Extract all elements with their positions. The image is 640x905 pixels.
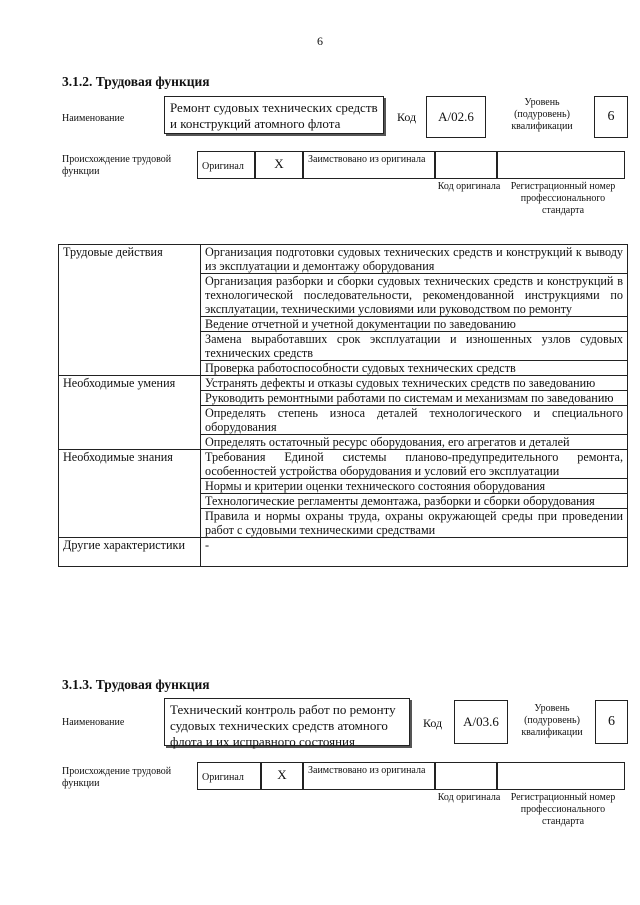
- level-label: Уровень (подуровень) квалификации: [511, 97, 573, 132]
- table-row: [59, 245, 628, 274]
- code-original-label: Код оригинала: [437, 792, 501, 803]
- list-item: Устранять дефекты и отказы судовых технических средств по заведованию: [201, 376, 628, 391]
- table-row: [59, 538, 628, 567]
- original-mark: X: [261, 762, 303, 790]
- labor-function-table: [58, 244, 628, 567]
- other-value: -: [201, 538, 628, 567]
- level-value-box: 6: [595, 700, 628, 744]
- knowledge-label: Необходимые знания: [59, 450, 201, 538]
- list-item: Проверка работоспособности судовых технических средств: [201, 361, 628, 376]
- list-item: Определять остаточный ресурс оборудования, его агрегатов и деталей: [201, 435, 628, 450]
- reg-number-cell: [497, 151, 625, 179]
- code-label: Код: [423, 716, 443, 730]
- name-label: Наименование: [62, 717, 125, 728]
- list-item: Организация подготовки судовых технических средств и конструкций к выводу из эксплуатации и демонтажу оборудования: [201, 245, 628, 274]
- table-row: [59, 376, 628, 391]
- code-original-cell: [435, 151, 497, 179]
- function-name-box: Технический контроль работ по ремонту судовых технических средств атомного флота и их исправного состояния: [164, 698, 410, 746]
- code-original-label: Код оригинала: [437, 181, 501, 192]
- section-title: 3.1.2. Трудовая функция: [62, 74, 210, 89]
- origin-label: Происхождение трудовой функции: [62, 154, 172, 177]
- list-item: Требования Единой системы планово-предупредительного ремонта, особенностей устройства оборудования и условий его эксплуатации: [201, 450, 628, 479]
- original-mark: X: [255, 151, 303, 179]
- code-value-box: A/02.6: [426, 96, 486, 138]
- reg-number-label: Регистрационный номер профессионального стандарта: [510, 181, 616, 216]
- name-label: Наименование: [62, 113, 125, 124]
- page-number: 6: [317, 34, 323, 48]
- original-label: Оригинал: [197, 151, 255, 179]
- other-label: Другие характеристики: [59, 538, 201, 567]
- original-label: Оригинал: [197, 762, 261, 790]
- borrowed-label: Заимствовано из оригинала: [303, 151, 435, 179]
- reg-number-cell: [497, 762, 625, 790]
- section-title: 3.1.3. Трудовая функция: [62, 677, 210, 692]
- level-value-box: 6: [594, 96, 628, 138]
- reg-number-label: Регистрационный номер профессионального стандарта: [510, 792, 616, 827]
- list-item: Руководить ремонтными работами по системам и механизмам по заведованию: [201, 391, 628, 406]
- code-value-box: A/03.6: [454, 700, 508, 744]
- list-item: Нормы и критерии оценки технического состояния оборудования: [201, 479, 628, 494]
- labor-actions-label: Трудовые действия: [59, 245, 201, 376]
- borrowed-label: Заимствовано из оригинала: [303, 762, 435, 790]
- list-item: Ведение отчетной и учетной документации по заведованию: [201, 317, 628, 332]
- code-original-cell: [435, 762, 497, 790]
- list-item: Технологические регламенты демонтажа, разборки и сборки оборудования: [201, 494, 628, 509]
- code-label: Код: [397, 110, 417, 124]
- skills-label: Необходимые умения: [59, 376, 201, 450]
- list-item: Организация разборки и сборки судовых технических средств и конструкций в технологической последовательности, рекомендованной инструкциями по эксплуатации, техническими условиями или руководством по ремонту: [201, 274, 628, 317]
- function-name-box: Ремонт судовых технических средств и конструкций атомного флота: [164, 96, 384, 134]
- origin-row: [197, 762, 625, 790]
- list-item: Замена выработавших срок эксплуатации и изношенных узлов судовых технических средств: [201, 332, 628, 361]
- list-item: Правила и нормы охраны труда, охраны окружающей среды при проведении работ с судовыми техническими средствами: [201, 509, 628, 538]
- origin-label: Происхождение трудовой функции: [62, 766, 172, 789]
- level-label: Уровень (подуровень) квалификации: [521, 703, 583, 738]
- list-item: Определять степень износа деталей технологического и специального оборудования: [201, 406, 628, 435]
- table-row: [59, 450, 628, 479]
- origin-row: [197, 151, 625, 179]
